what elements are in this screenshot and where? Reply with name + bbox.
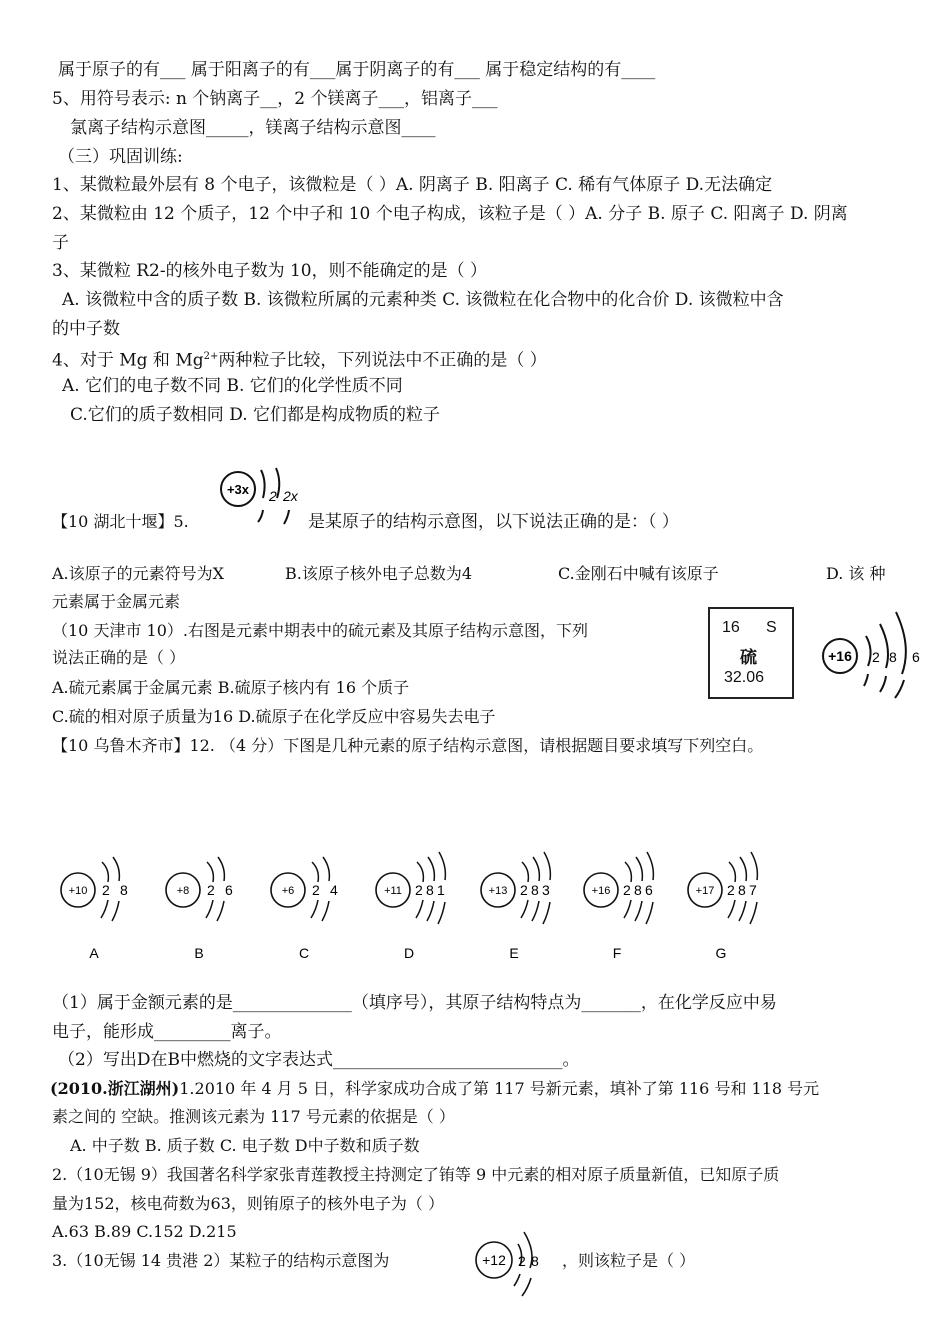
mg-ion-diagram xyxy=(468,1226,558,1306)
tianjin-question-cont: 说法正确的是（ ） xyxy=(52,648,186,667)
line-symbols: 5、用符号表示: n 个钠离子__，2 个镁离子___，铝离子___ xyxy=(52,89,498,109)
atom-diagram-d xyxy=(376,852,445,961)
atom-shell-count: 8 xyxy=(738,882,746,898)
svg-text:2: 2 xyxy=(269,488,277,504)
hubei-question: 是某原子的结构示意图，以下说法正确的是：（ ） xyxy=(308,512,679,532)
tianjin-options-ab: A.硫元素属于金属元素 B.硫原子核内有 16 个质子 xyxy=(52,678,410,697)
atom-letter: B xyxy=(194,945,204,961)
atom-shell-count: 6 xyxy=(225,882,233,898)
guigang-question-cont: ，则该粒子是（ ） xyxy=(562,1251,696,1270)
hubei-option-d-cont: 元素属于金属元素 xyxy=(52,592,181,611)
question-2-cont: 子 xyxy=(52,233,69,253)
fill-in-2: （2）写出D在B中燃烧的文字表达式___________________________。 xyxy=(58,1050,580,1070)
fill-in-1: （1）属于金额元素的是______________（填序号），其原子结构特点为_______，在化学反应中易 xyxy=(52,993,777,1013)
atom-nucleus-label: +6 xyxy=(281,885,295,897)
atom-letter: D xyxy=(403,945,415,961)
atom-shell-count: 2 xyxy=(312,882,320,898)
atom-diagram-x xyxy=(218,464,308,530)
atom-nucleus-label: +13 xyxy=(488,885,508,897)
atom-shell-count: 3 xyxy=(542,882,550,898)
atom-shell-count: 8 xyxy=(634,882,642,898)
atom-shell-count: 2 xyxy=(415,882,423,898)
svg-text:+3x: +3x xyxy=(226,482,250,497)
svg-text:6: 6 xyxy=(912,649,920,665)
huzhou-question-cont: 素之间的 空缺。推测该元素为 117 号元素的依据是（ ） xyxy=(52,1107,455,1126)
atom-nucleus-label: +17 xyxy=(695,885,715,897)
section-heading: （三）巩固训练: xyxy=(58,147,183,167)
line-structure-diagrams: 氯离子结构示意图_____，镁离子结构示意图____ xyxy=(70,118,436,138)
sulfur-atom-diagram xyxy=(816,602,926,700)
hubei-option-d: D. 该 种 xyxy=(826,564,886,583)
question-2: 2、某微粒由 12 个质子，12 个中子和 10 个电子构成，该粒子是（ ）A. 分子 B. 原子 C. 阳离子 D. 阴离 xyxy=(52,204,848,224)
svg-text:+16: +16 xyxy=(828,648,852,664)
question-3-options: A. 该微粒中含的质子数 B. 该微粒所属的元素种类 C. 该微粒在化合物中的化合价 D. 该微粒中含 xyxy=(62,290,784,310)
svg-text:2: 2 xyxy=(872,649,880,665)
huzhou-options: A. 中子数 B. 质子数 C. 电子数 D中子数和质子数 xyxy=(70,1136,420,1155)
atom-shell-count: 2 xyxy=(727,882,735,898)
atom-diagram-g xyxy=(688,852,757,961)
atom-diagram-c xyxy=(271,857,338,961)
fill-in-1-cont: 电子，能形成_________离子。 xyxy=(52,1022,282,1042)
atom-shell-count: 8 xyxy=(426,882,434,898)
atom-shell-count: 8 xyxy=(531,882,539,898)
svg-text:2: 2 xyxy=(518,1253,526,1269)
svg-text:2x: 2x xyxy=(283,488,298,504)
question-4: 4、对于 Mg 和 $Mg^{2+}$两种粒子比较，下列说法中不正确的是（ ） xyxy=(52,350,547,371)
svg-text:8: 8 xyxy=(531,1253,539,1269)
question-3: 3、某微粒 R2-的核外电子数为 10，则不能确定的是（ ） xyxy=(52,261,488,281)
atom-shell-count: 7 xyxy=(749,882,757,898)
svg-text:+12: +12 xyxy=(482,1252,506,1268)
wuxi-question-cont: 量为152，核电荷数为63，则铕原子的核外电子为（ ） xyxy=(52,1194,444,1213)
atom-shell-count: 8 xyxy=(120,882,128,898)
wuxi-question: 2.（10无锡 9）我国著名科学家张青莲教授主持测定了铕等 9 中元素的相对原子质量新值，已知原子质 xyxy=(52,1165,780,1184)
atom-shell-count: 1 xyxy=(437,882,445,898)
sulfur-element-card: 16 S 硫 32.06 xyxy=(708,607,794,699)
atom-diagram-b xyxy=(166,857,233,961)
atom-letter: G xyxy=(715,945,727,961)
question-4-options-cd: C.它们的质子数相同 D. 它们都是构成物质的粒子 xyxy=(70,405,441,425)
atom-shell-count: 4 xyxy=(330,882,338,898)
atom-diagram-a xyxy=(61,857,128,961)
hubei-option-b: B.该原子核外电子总数为4 xyxy=(285,564,473,583)
urumqi-question: 【10 乌鲁木齐市】12. （4 分）下图是几种元素的原子结构示意图，请根据题目要求填写下列空白。 xyxy=(52,736,764,755)
atom-diagram-e xyxy=(481,852,550,961)
atom-diagram-f xyxy=(584,852,653,961)
atom-nucleus-label: +8 xyxy=(176,885,190,897)
guigang-question: 3.（10无锡 14 贵港 2）某粒子的结构示意图为 xyxy=(52,1251,390,1270)
line-particle-types: 属于原子的有___ 属于阳离子的有___属于阴离子的有___ 属于稳定结构的有____ xyxy=(58,60,656,80)
atom-nucleus-label: +11 xyxy=(384,885,402,897)
atom-nucleus-label: +16 xyxy=(591,885,611,897)
atom-letter: E xyxy=(509,945,519,961)
question-4-options-ab: A. 它们的电子数不同 B. 它们的化学性质不同 xyxy=(62,376,403,396)
atom-letter: C xyxy=(298,945,310,961)
hubei-option-a: A.该原子的元素符号为X xyxy=(52,564,225,583)
atom-shell-count: 2 xyxy=(207,882,215,898)
atom-letter: F xyxy=(612,945,622,961)
hubei-option-c: C.金刚石中喊有该原子 xyxy=(558,564,719,583)
tianjin-question: （10 天津市 10）.右图是元素中期表中的硫元素及其原子结构示意图，下列 xyxy=(52,621,588,640)
atom-shell-count: 6 xyxy=(645,882,653,898)
wuxi-options: A.63 B.89 C.152 D.215 xyxy=(52,1222,237,1241)
atom-letter: A xyxy=(89,945,99,961)
huzhou-question: (2010.浙江湖州)1.2010 年 4 月 5 日，科学家成功合成了第 117 号新元素，填补了第 116 号和 118 号元 xyxy=(50,1079,820,1098)
atom-shell-count: 2 xyxy=(102,882,110,898)
atom-shell-count: 2 xyxy=(623,882,631,898)
atom-shell-count: 2 xyxy=(520,882,528,898)
question-1: 1、某微粒最外层有 8 个电子，该微粒是（ ）A. 阴离子 B. 阳离子 C. 稀有气体原子 D.无法确定 xyxy=(52,175,773,195)
svg-text:8: 8 xyxy=(889,649,897,665)
tianjin-options-cd: C.硫的相对原子质量为16 D.硫原子在化学反应中容易失去电子 xyxy=(52,707,496,726)
atom-diagram-row xyxy=(50,840,780,970)
question-3-options-cont: 的中子数 xyxy=(52,319,120,339)
hubei-question-lead: 【10 湖北十堰】5. xyxy=(52,512,189,531)
atom-nucleus-label: +10 xyxy=(68,885,88,897)
